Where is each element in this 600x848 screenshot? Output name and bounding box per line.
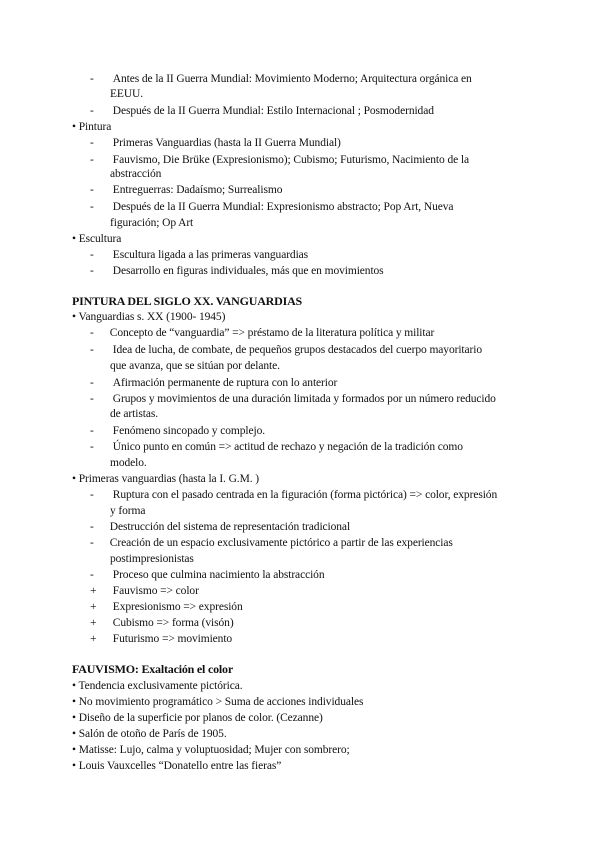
bullet-icon: • [72, 680, 76, 692]
bullet-item-pintura [72, 120, 111, 134]
list-item-text: Fauvismo, Die Brüke (Expresionismo); Cubismo; Futurismo, Nacimiento de la [112, 154, 469, 166]
list-item-text: Afirmación permanente de ruptura con lo anterior [112, 377, 338, 389]
list-item [90, 72, 472, 86]
dash-marker: - [90, 425, 94, 437]
dash-marker: - [90, 201, 94, 213]
list-item-text: Expresionismo => expresión [112, 601, 243, 613]
dash-marker: - [90, 265, 94, 277]
list-item-text: Futurismo => movimiento [112, 633, 233, 645]
list-item [90, 200, 453, 214]
list-item [90, 326, 434, 340]
bullet-icon: • [72, 233, 76, 245]
list-item-continuation: EEUU. [110, 88, 144, 100]
bullet-item-escultura [72, 232, 121, 246]
plus-marker: + [90, 633, 97, 645]
list-item [90, 424, 265, 438]
bullet-item-primeras-vanguardias [72, 472, 259, 486]
bullet-label: Escultura [78, 233, 122, 245]
dash-marker: - [90, 377, 94, 389]
plus-marker: + [90, 601, 97, 613]
dash-marker: - [90, 73, 94, 85]
dash-marker: - [90, 344, 94, 356]
bullet-item [72, 727, 227, 741]
list-item-text: Idea de lucha, de combate, de pequeños grupos destacados del cuerpo mayoritario [112, 344, 483, 356]
list-item-text: Después de la II Guerra Mundial: Estilo Internacional ; Posmodernidad [112, 105, 434, 117]
bullet-item [72, 679, 242, 693]
bullet-text: Tendencia exclusivamente pictórica. [78, 680, 243, 692]
bullet-text: Matisse: Lujo, calma y voluptuosidad; Mujer con sombrero; [78, 744, 350, 756]
bullet-icon: • [72, 744, 76, 756]
list-item-text: Único punto en común => actitud de rechazo y negación de la tradición como [112, 441, 463, 453]
dash-marker: - [90, 569, 94, 581]
list-item-text: Cubismo => forma (visón) [112, 617, 234, 629]
list-item-text: Proceso que culmina nacimiento la abstracción [112, 569, 325, 581]
list-item [90, 488, 497, 502]
bullet-item [72, 711, 323, 725]
bullet-text: No movimiento programático > Suma de acciones individuales [78, 696, 364, 708]
bullet-icon: • [72, 311, 76, 323]
section-heading: PINTURA DEL SIGLO XX. VANGUARDIAS [72, 294, 303, 308]
bullet-icon: • [72, 712, 76, 724]
list-item [90, 104, 434, 118]
plus-marker: + [90, 585, 97, 597]
list-item-text: Fauvismo => color [112, 585, 199, 597]
plus-marker: + [90, 617, 97, 629]
list-item-continuation: y forma [110, 505, 146, 517]
list-item-text: Desarrollo en figuras individuales, más que en movimientos [112, 265, 384, 277]
list-item [90, 183, 282, 197]
bullet-item [72, 695, 363, 709]
dash-marker: - [90, 441, 94, 453]
list-item [90, 136, 341, 150]
dash-marker: - [90, 249, 94, 261]
dash-marker: - [90, 154, 94, 166]
list-item [90, 520, 350, 534]
dash-marker: - [90, 521, 94, 533]
bullet-text: Diseño de la superficie por planos de color. (Cezanne) [78, 712, 323, 724]
list-item-text: Concepto de “vanguardia” => préstamo de la literatura política y militar [109, 327, 435, 339]
bullet-text: Salón de otoño de París de 1905. [78, 728, 227, 740]
bullet-icon: • [72, 473, 76, 485]
list-item [90, 584, 199, 598]
list-item-continuation: figuración; Op Art [110, 217, 194, 229]
list-item-text: Ruptura con el pasado centrada en la figuración (forma pictórica) => color, expresión [112, 489, 498, 501]
dash-marker: - [90, 105, 94, 117]
section-heading: FAUVISMO: Exaltación el color [72, 662, 233, 676]
bullet-icon: • [72, 696, 76, 708]
list-item [90, 153, 469, 167]
list-item [90, 536, 453, 550]
list-item-text: Antes de la II Guerra Mundial: Movimiento Moderno; Arquitectura orgánica en [112, 73, 472, 85]
dash-marker: - [90, 393, 94, 405]
list-item [90, 343, 482, 357]
list-item-text: Fenómeno sincopado y complejo. [112, 425, 266, 437]
bullet-text: Louis Vauxcelles “Donatello entre las fieras” [78, 760, 282, 772]
bullet-item [72, 743, 350, 757]
list-item [90, 440, 463, 454]
dash-marker: - [90, 327, 94, 339]
bullet-label: Primeras vanguardias (hasta la I. G.M. ) [78, 473, 259, 485]
bullet-label: Pintura [78, 121, 112, 133]
bullet-icon: • [72, 121, 76, 133]
bullet-icon: • [72, 760, 76, 772]
list-item [90, 616, 234, 630]
bullet-icon: • [72, 728, 76, 740]
dash-marker: - [90, 184, 94, 196]
list-item [90, 376, 337, 390]
list-item [90, 632, 232, 646]
list-item-continuation: abstracción [110, 168, 162, 180]
list-item-text: Destrucción del sistema de representación tradicional [109, 521, 351, 533]
list-item-text: Grupos y movimientos de una duración limitada y formados por un número reducido [112, 393, 496, 405]
bullet-label: Vanguardias s. XX (1900- 1945) [78, 311, 226, 323]
list-item-continuation: de artistas. [110, 408, 158, 420]
dash-marker: - [90, 537, 94, 549]
list-item-text: Entreguerras: Dadaísmo; Surrealismo [112, 184, 283, 196]
bullet-item-vanguardias [72, 310, 225, 324]
list-item-text: Escultura ligada a las primeras vanguardias [112, 249, 309, 261]
list-item [90, 568, 324, 582]
list-item [90, 264, 384, 278]
list-item-continuation: modelo. [110, 457, 147, 469]
dash-marker: - [90, 489, 94, 501]
dash-marker: - [90, 137, 94, 149]
list-item [90, 248, 308, 262]
list-item [90, 392, 496, 406]
list-item [90, 600, 243, 614]
list-item-continuation: que avanza, que se sitúan por delante. [110, 360, 280, 372]
list-item-text: Creación de un espacio exclusivamente pictórico a partir de las experiencias [109, 537, 453, 549]
list-item-text: Primeras Vanguardias (hasta la II Guerra Mundial) [112, 137, 341, 149]
list-item-text: Después de la II Guerra Mundial: Expresionismo abstracto; Pop Art, Nueva [112, 201, 454, 213]
bullet-item [72, 759, 281, 773]
list-item-continuation: postimpresionistas [110, 553, 194, 565]
